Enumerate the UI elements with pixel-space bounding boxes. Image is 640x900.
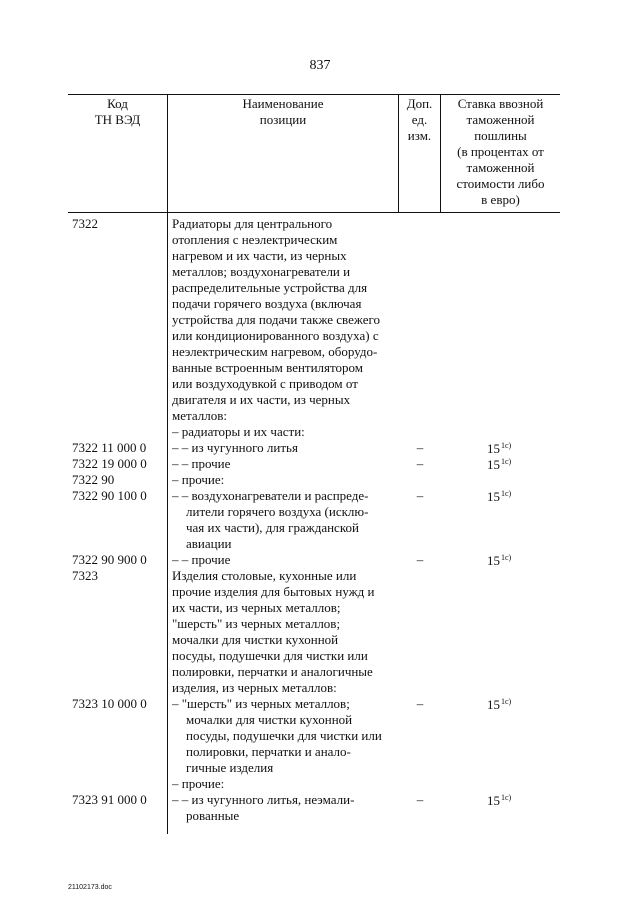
table-row	[0, 440, 640, 456]
description-line: нагревом и их части, из черных	[172, 248, 347, 263]
description-line: – прочие:	[172, 776, 225, 791]
description-line: отопления с неэлектрическим	[172, 232, 338, 247]
header-name-line: Наименование	[242, 96, 324, 111]
duty-rate	[487, 486, 511, 505]
description-line: посуды, подушечки для чистки или	[186, 728, 382, 743]
description-line: мочалки для чистки кухонной	[172, 632, 339, 647]
description-line: – – прочие	[172, 456, 231, 471]
footer-filename: 21102173.doc	[68, 884, 112, 891]
unit-dash: –	[416, 792, 424, 807]
description-line: "шерсть" из черных металлов;	[172, 616, 341, 631]
description-line: – – прочие	[172, 552, 231, 567]
table-row	[0, 696, 640, 776]
description-line: или воздуходувкой с приводом от	[172, 376, 358, 391]
table-row	[0, 552, 640, 568]
duty-rate-value: 15	[487, 697, 500, 712]
duty-rate-value: 15	[487, 553, 500, 568]
description-line: ванные встроенным вентилятором	[172, 360, 364, 375]
table-row	[0, 472, 640, 488]
tariff-code: 7322 90 900 0	[72, 552, 147, 567]
table-row	[0, 488, 640, 552]
unit-dash: –	[416, 488, 424, 503]
header-rate-line: (в процентах от	[457, 144, 544, 159]
description-line: подачи горячего воздуха (включая	[172, 296, 362, 311]
table-row	[0, 776, 640, 792]
description-line: их части, из черных металлов;	[172, 600, 341, 615]
duty-rate-note: 1с)	[501, 441, 512, 450]
header-unit-line: ед.	[411, 112, 428, 127]
header-rate-line: таможенной	[466, 160, 535, 175]
description-line: чая их части), для гражданской	[186, 520, 359, 535]
description-line: металлов; воздухонагреватели и	[172, 264, 351, 279]
description-line: устройства для подачи также свежего	[172, 312, 380, 327]
duty-rate-value: 15	[487, 793, 500, 808]
description-line: изделия, из черных металлов:	[172, 680, 337, 695]
tariff-code: 7323 10 000 0	[72, 696, 147, 711]
unit-dash: –	[416, 456, 424, 471]
description-line: распределительные устройства для	[172, 280, 368, 295]
duty-rate-note: 1с)	[501, 793, 512, 802]
header-rate-line: пошлины	[474, 128, 527, 143]
description-line: рованные	[186, 808, 240, 823]
description-line: мочалки для чистки кухонной	[186, 712, 353, 727]
table-row	[0, 216, 640, 424]
description-line: гичные изделия	[186, 760, 274, 775]
description-line: Радиаторы для центрального	[172, 216, 333, 231]
tariff-code: 7322 90	[72, 472, 115, 487]
tariff-code: 7323	[72, 568, 98, 583]
description-line: – – из чугунного литья, неэмали-	[172, 792, 355, 807]
header-unit	[399, 96, 440, 144]
header-rate-line: в евро)	[481, 192, 520, 207]
description-line: или кондиционированного воздуха) с	[172, 328, 379, 343]
header-name-line: позиции	[259, 112, 307, 127]
table-row	[0, 568, 640, 696]
description-line: полировки, перчатки и анало-	[186, 744, 351, 759]
header-rate	[441, 96, 560, 208]
tariff-code: 7323 91 000 0	[72, 792, 147, 807]
description-line: авиации	[186, 536, 232, 551]
duty-rate-value: 15	[487, 489, 500, 504]
duty-rate-value: 15	[487, 457, 500, 472]
duty-rate-note: 1с)	[501, 489, 512, 498]
header-unit-line: Доп.	[406, 96, 433, 111]
header-code-line: Код	[107, 96, 128, 111]
duty-rate	[487, 550, 511, 569]
description-line: лители горячего воздуха (исклю-	[186, 504, 369, 519]
unit-dash: –	[416, 552, 424, 567]
table-row	[0, 424, 640, 440]
header-unit-line: изм.	[407, 128, 432, 143]
description-line: – – воздухонагреватели и распреде-	[172, 488, 369, 503]
description-line: Изделия столовые, кухонные или	[172, 568, 357, 583]
header-rate-line: таможенной	[466, 112, 535, 127]
header-code	[68, 96, 167, 128]
unit-dash: –	[416, 696, 424, 711]
description-line: двигателя и их части, из черных	[172, 392, 351, 407]
description-line: – "шерсть" из черных металлов;	[172, 696, 350, 711]
description-line: металлов:	[172, 408, 227, 423]
table-top-rule	[68, 94, 560, 95]
description-line: – прочие:	[172, 472, 225, 487]
duty-rate-note: 1с)	[501, 697, 512, 706]
duty-rate-note: 1с)	[501, 457, 512, 466]
description-line: – – из чугунного литья	[172, 440, 298, 455]
header-code-line: ТН ВЭД	[94, 112, 141, 127]
duty-rate-value: 15	[487, 441, 500, 456]
duty-rate	[487, 454, 511, 473]
tariff-code: 7322 19 000 0	[72, 456, 147, 471]
duty-rate	[487, 694, 511, 713]
description-line: прочие изделия для бытовых нужд и	[172, 584, 375, 599]
table-header-rule	[68, 212, 560, 213]
table-row	[0, 456, 640, 472]
header-rate-line: Ставка ввозной	[457, 96, 544, 111]
description-line: полировки, перчатки и аналогичные	[172, 664, 373, 679]
tariff-code: 7322 11 000 0	[72, 440, 147, 455]
description-line: неэлектрическим нагревом, оборудо-	[172, 344, 378, 359]
header-name	[168, 96, 398, 128]
table-row	[0, 792, 640, 824]
tariff-code: 7322	[72, 216, 98, 231]
duty-rate	[487, 790, 511, 809]
duty-rate-note: 1с)	[501, 553, 512, 562]
description-line: посуды, подушечки для чистки или	[172, 648, 368, 663]
header-rate-line: стоимости либо	[456, 176, 545, 191]
tariff-code: 7322 90 100 0	[72, 488, 147, 503]
unit-dash: –	[416, 440, 424, 455]
page-number: 837	[309, 58, 331, 73]
description-line: – радиаторы и их части:	[172, 424, 305, 439]
